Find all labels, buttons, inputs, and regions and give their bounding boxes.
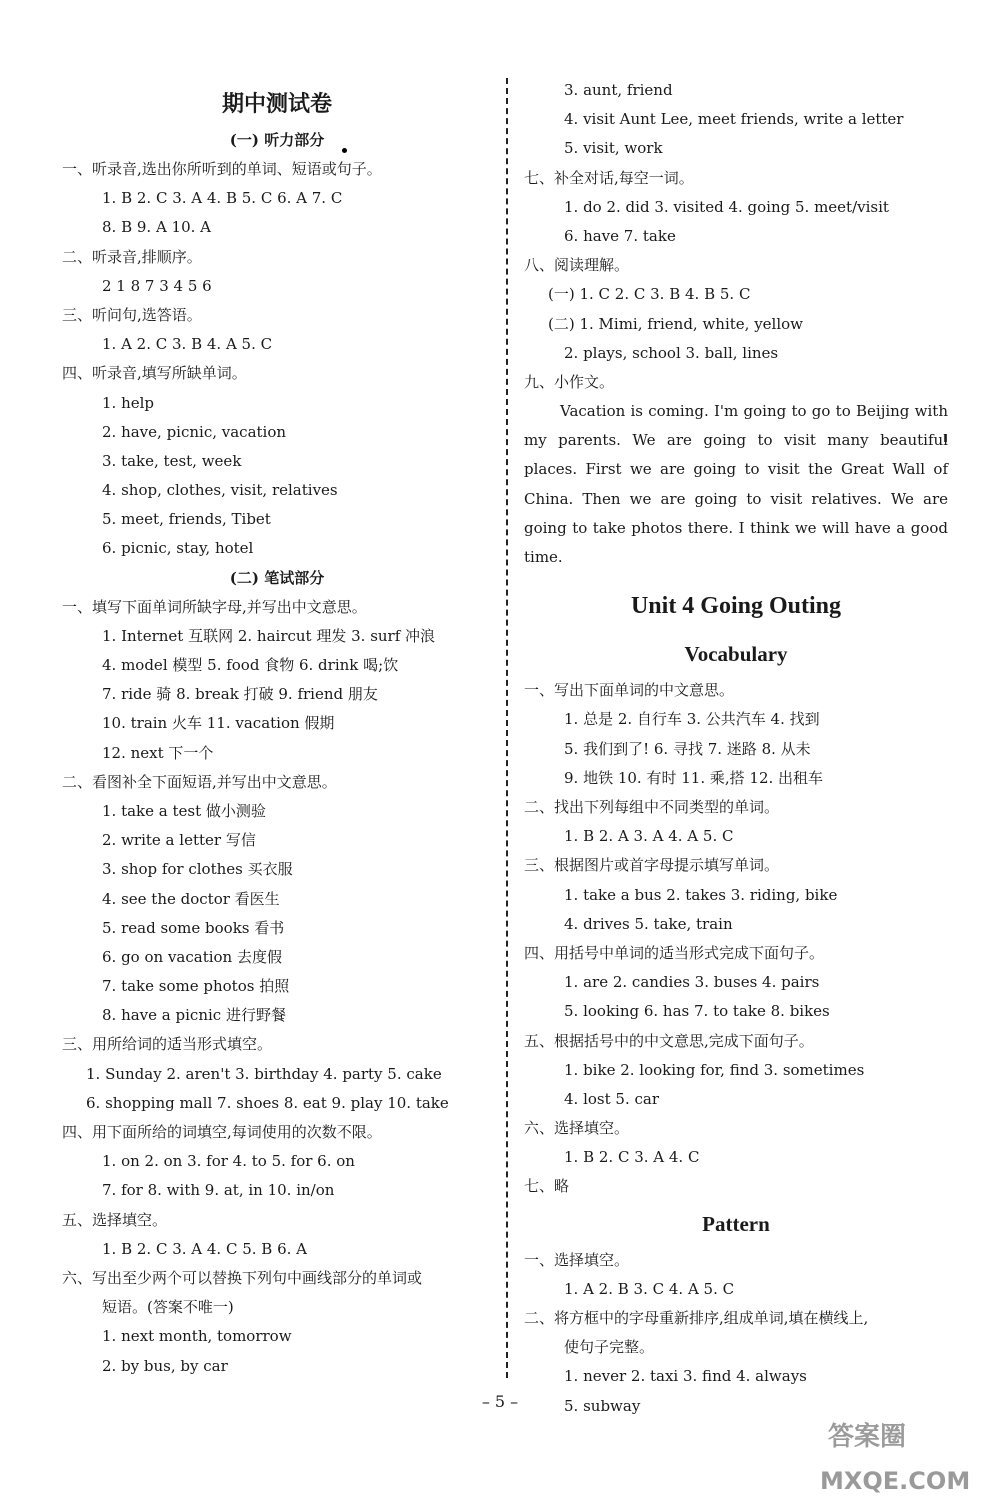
answer-line: 5. meet, friends, Tibet: [102, 510, 271, 529]
question-heading: 六、选择填空。: [524, 1119, 630, 1138]
question-heading: 一、听录音,选出你所听到的单词、短语或句子。: [62, 160, 382, 178]
pattern-title: Pattern: [702, 1211, 770, 1236]
answer-line: 4. model 模型 5. food 食物 6. drink 喝;饮: [102, 656, 399, 674]
answer-line: 4. drives 5. take, train: [564, 914, 733, 933]
question-heading: 四、用括号中单词的适当形式完成下面句子。: [524, 943, 825, 962]
question-heading: 六、写出至少两个可以替换下列句中画线部分的单词或: [62, 1268, 423, 1287]
answer-line: 7. for 8. with 9. at, in 10. in/on: [102, 1181, 335, 1200]
answer-line: 1. B 2. C 3. A 4. C: [564, 1148, 700, 1167]
column-divider: [506, 78, 508, 1378]
question-heading: 七、略: [524, 1177, 570, 1196]
answer-line: 6. go on vacation 去度假: [102, 947, 282, 966]
essay-paragraph: [524, 397, 948, 572]
watermark-line1: 答案圈: [828, 1422, 907, 1452]
answer-line: 4. see the doctor 看医生: [102, 889, 280, 908]
answer-line: 5. looking 6. has 7. to take 8. bikes: [564, 1002, 830, 1021]
answer-line: 5. read some books 看书: [102, 918, 285, 937]
section-subtitle: (一) 听力部分: [229, 131, 325, 149]
answer-line: 1. 总是 2. 自行车 3. 公共汽车 4. 找到: [564, 710, 820, 729]
page-number: – 5 –: [481, 1392, 519, 1411]
section-subtitle: (二) 笔试部分: [229, 568, 325, 587]
question-heading: 三、根据图片或首字母提示填写单词。: [524, 856, 780, 875]
left-answer-list: [62, 126, 492, 1381]
answer-line: 1. take a bus 2. takes 3. riding, bike: [564, 885, 838, 904]
answer-line: 10. train 火车 11. vacation 假期: [102, 714, 335, 733]
answer-line: 1. B 2. A 3. A 4. A 5. C: [564, 827, 734, 846]
question-heading: 三、听问句,选答语。: [62, 305, 202, 324]
answer-line: 2. plays, school 3. ball, lines: [564, 343, 779, 362]
answer-line: 5. 我们到了! 6. 寻找 7. 迷路 8. 从未: [564, 739, 811, 758]
right-answer-list-top: [524, 76, 948, 397]
left-column: [62, 76, 492, 1381]
answer-line: 1. take a test 做小测验: [102, 801, 266, 820]
answer-line: (一) 1. C 2. C 3. B 4. B 5. C: [548, 285, 751, 304]
question-heading: 四、用下面所给的词填空,每词使用的次数不限。: [62, 1123, 382, 1141]
essay-text: Vacation is coming. I'm going to go to Beijing with my parents. We are going to visit many beautiful places. First we are going to visit the Great Wall of China. Then we are going to visit relatives. We are going to take photos there. I think we will have a good time.: [524, 402, 948, 567]
question-heading: 一、选择填空。: [524, 1250, 630, 1269]
answer-line: 2. by bus, by car: [102, 1356, 228, 1375]
question-heading: 七、补全对话,每空一词。: [524, 168, 694, 187]
question-heading: 二、看图补全下面短语,并写出中文意思。: [62, 772, 337, 791]
answer-line: 1. next month, tomorrow: [102, 1327, 292, 1346]
answer-line: 1. on 2. on 3. for 4. to 5. for 6. on: [102, 1152, 355, 1171]
answer-line: 1. B 2. C 3. A 4. C 5. B 6. A: [102, 1239, 307, 1258]
answer-line: (二) 1. Mimi, friend, white, yellow: [548, 314, 804, 333]
answer-line: 3. aunt, friend: [564, 81, 673, 99]
answer-line: 1. bike 2. looking for, find 3. sometimes: [564, 1060, 865, 1079]
question-heading: 二、听录音,排顺序。: [62, 247, 202, 266]
answer-line: 3. shop for clothes 买衣服: [102, 860, 293, 879]
page-title: 期中测试卷: [221, 91, 332, 117]
answer-line: 短语。(答案不唯一): [102, 1298, 234, 1317]
answer-line: 1. never 2. taxi 3. find 4. always: [564, 1367, 807, 1386]
answer-line: 12. next 下一个: [102, 743, 214, 762]
question-heading: 五、根据括号中的中文意思,完成下面句子。: [524, 1031, 814, 1050]
answer-line: 3. take, test, week: [102, 451, 242, 470]
answer-line: 1. A 2. B 3. C 4. A 5. C: [564, 1279, 735, 1298]
answer-line: 4. visit Aunt Lee, meet friends, write a letter: [564, 110, 904, 129]
watermark-line2: MXQE.COM: [820, 1467, 971, 1495]
answer-line: 1. Sunday 2. aren't 3. birthday 4. party 5. cake: [86, 1064, 442, 1083]
answer-line: 2. have, picnic, vacation: [102, 422, 287, 441]
answer-line: 2 1 8 7 3 4 5 6: [102, 276, 212, 295]
answer-line: 1. are 2. candies 3. buses 4. pairs: [564, 973, 820, 992]
answer-line: 1. do 2. did 3. visited 4. going 5. meet/visit: [564, 197, 889, 216]
right-column: [524, 76, 948, 1421]
answer-line: 5. visit, work: [564, 139, 663, 158]
answer-line: 4. lost 5. car: [564, 1089, 659, 1108]
answer-line: 1. B 2. C 3. A 4. B 5. C 6. A 7. C: [102, 189, 343, 208]
answer-line: 7. take some photos 拍照: [102, 977, 290, 996]
question-heading: 一、写出下面单词的中文意思。: [524, 681, 735, 700]
answer-line: 1. A 2. C 3. B 4. A 5. C: [102, 335, 273, 354]
question-heading: 一、填写下面单词所缺字母,并写出中文意思。: [62, 597, 367, 616]
answer-line: 使句子完整。: [564, 1338, 655, 1357]
answer-line: 5. subway: [564, 1396, 641, 1415]
answer-line: 4. shop, clothes, visit, relatives: [102, 481, 338, 500]
question-heading: 九、小作文。: [524, 372, 615, 391]
question-heading: 二、找出下列每组中不同类型的单词。: [524, 798, 780, 817]
answer-line: 6. have 7. take: [564, 226, 676, 245]
answer-line: 1. Internet 互联网 2. haircut 理发 3. surf 冲浪: [102, 626, 436, 645]
answer-line: 8. have a picnic 进行野餐: [102, 1006, 286, 1025]
question-heading: 五、选择填空。: [62, 1210, 168, 1229]
answer-line: 6. shopping mall 7. shoes 8. eat 9. play 10. take: [86, 1093, 449, 1112]
watermark-logo: [808, 1405, 994, 1501]
answer-line: 8. B 9. A 10. A: [102, 218, 212, 237]
answer-line: 2. write a letter 写信: [102, 831, 256, 850]
answer-line: 1. help: [102, 393, 155, 412]
answer-line: 9. 地铁 10. 有时 11. 乘,搭 12. 出租车: [564, 768, 824, 787]
answer-line: 7. ride 骑 8. break 打破 9. friend 朋友: [102, 685, 378, 704]
question-heading: 三、用所给词的适当形式填空。: [62, 1035, 273, 1054]
vocabulary-title: Vocabulary: [684, 642, 788, 667]
unit-title: Unit 4 Going Outing: [630, 593, 842, 620]
question-heading: 四、听录音,填写所缺单词。: [62, 364, 247, 383]
question-heading: 二、将方框中的字母重新排序,组成单词,填在横线上,: [524, 1309, 869, 1328]
question-heading: 八、阅读理解。: [524, 256, 630, 275]
vocabulary-answer-list: [524, 676, 948, 1201]
answer-line: 6. picnic, stay, hotel: [102, 539, 254, 558]
